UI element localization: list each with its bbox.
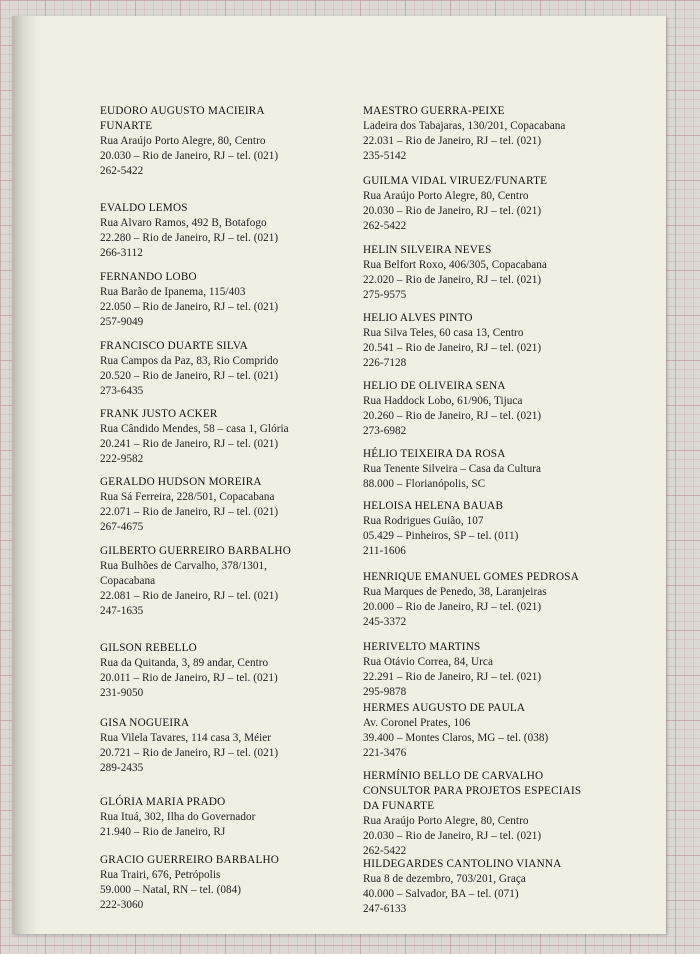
entry-address: Av. Coronel Prates, 106 — [363, 717, 471, 729]
directory-entry — [363, 769, 613, 859]
entry-city-phone: 40.000 – Salvador, BA – tel. (071) — [363, 888, 519, 900]
entry-address: Rua Bulhões de Carvalho, 378/1301, — [100, 560, 268, 572]
entry-name: FRANK JUSTO ACKER — [100, 408, 218, 420]
entry-phone: 247-6133 — [363, 903, 407, 915]
entry-city-phone: 20.011 – Rio de Janeiro, RJ – tel. (021) — [100, 672, 278, 684]
directory-entry — [100, 407, 350, 467]
directory-entry — [100, 104, 350, 179]
entry-city-phone: 22.280 – Rio de Janeiro, RJ – tel. (021) — [100, 232, 279, 244]
directory-entry — [100, 339, 350, 399]
directory-entry — [363, 640, 613, 700]
entry-phone: 289-2435 — [100, 762, 144, 774]
entry-address: Rua Rodrigues Guião, 107 — [363, 515, 484, 527]
entry-name: DA FUNARTE — [363, 800, 435, 812]
directory-entry — [363, 570, 613, 630]
directory-entry — [100, 475, 350, 535]
entry-phone: 222-3060 — [100, 899, 144, 911]
entry-address: Rua da Quitanda, 3, 89 andar, Centro — [100, 657, 269, 669]
entry-address: Rua Trairi, 676, Petrópolis — [100, 869, 221, 881]
entry-city-phone: 20.030 – Rio de Janeiro, RJ – tel. (021) — [363, 205, 542, 217]
entry-name: HILDEGARDES CANTOLINO VIANNA — [363, 858, 562, 870]
entry-city-phone: 20.260 – Rio de Janeiro, RJ – tel. (021) — [363, 410, 542, 422]
entry-address: Rua Belfort Roxo, 406/305, Copacabana — [363, 259, 547, 271]
directory-entry — [363, 311, 613, 371]
entry-name: HERMÍNIO BELLO DE CARVALHO — [363, 770, 544, 782]
directory-entry — [363, 857, 613, 917]
directory-entry — [363, 243, 613, 303]
entry-address: Ladeira dos Tabajaras, 130/201, Copacabana — [363, 120, 566, 132]
directory-entry — [100, 201, 350, 261]
directory-entry — [363, 447, 613, 492]
entry-city-phone: 88.000 – Florianópolis, SC — [363, 478, 486, 490]
entry-address: Rua Haddock Lobo, 61/906, Tijuca — [363, 395, 523, 407]
entry-name: FERNANDO LOBO — [100, 271, 197, 283]
entry-name: EVALDO LEMOS — [100, 202, 188, 214]
entry-phone: 235-5142 — [363, 150, 407, 162]
entry-phone: 226-7128 — [363, 357, 407, 369]
entry-city-phone: 21.940 – Rio de Janeiro, RJ — [100, 826, 226, 838]
entry-city-phone: 20.000 – Rio de Janeiro, RJ – tel. (021) — [363, 601, 542, 613]
entry-phone: 275-9575 — [363, 289, 407, 301]
entry-name: GILSON REBELLO — [100, 642, 197, 654]
entry-address: Rua 8 de dezembro, 703/201, Graça — [363, 873, 526, 885]
entry-city-phone: 22.031 – Rio de Janeiro, RJ – tel. (021) — [363, 135, 542, 147]
entry-address: Rua Ituá, 302, Ilha do Governador — [100, 811, 256, 823]
entry-phone: 266-3112 — [100, 247, 143, 259]
entry-name: HELIO DE OLIVEIRA SENA — [363, 380, 506, 392]
entry-address: Rua Cândido Mendes, 58 – casa 1, Glória — [100, 423, 289, 435]
entry-phone: 262-5422 — [363, 220, 407, 232]
entry-phone: 273-6982 — [363, 425, 407, 437]
entry-phone: 247-1635 — [100, 605, 144, 617]
entry-city-phone: 20.520 – Rio de Janeiro, RJ – tel. (021) — [100, 370, 279, 382]
directory-entry — [363, 379, 613, 439]
entry-city-phone: 22.291 – Rio de Janeiro, RJ – tel. (021) — [363, 671, 542, 683]
entry-city-phone: 20.241 – Rio de Janeiro, RJ – tel. (021) — [100, 438, 279, 450]
entry-name: HELOISA HELENA BAUAB — [363, 500, 504, 512]
entry-address: Rua Tenente Silveira – Casa da Cultura — [363, 463, 541, 475]
entry-name: HÉLIO TEIXEIRA DA ROSA — [363, 448, 506, 460]
entry-name: HENRIQUE EMANUEL GOMES PEDROSA — [363, 571, 579, 583]
entry-address: Rua Araújo Porto Alegre, 80, Centro — [100, 135, 266, 147]
entry-city-phone: 20.030 – Rio de Janeiro, RJ – tel. (021) — [100, 150, 279, 162]
directory-entry — [100, 544, 350, 619]
entry-name: MAESTRO GUERRA-PEIXE — [363, 105, 505, 117]
entry-name: FRANCISCO DUARTE SILVA — [100, 340, 248, 352]
entry-address: Rua Otávio Correa, 84, Urca — [363, 656, 493, 668]
entry-address: Copacabana — [100, 575, 156, 587]
entry-address: Rua Marques de Penedo, 38, Laranjeiras — [363, 586, 547, 598]
entry-phone: 211-1606 — [363, 545, 406, 557]
entry-city-phone: 20.721 – Rio de Janeiro, RJ – tel. (021) — [100, 747, 279, 759]
entry-address: Rua Araújo Porto Alegre, 80, Centro — [363, 190, 529, 202]
directory-entry — [100, 641, 350, 701]
entry-city-phone: 22.071 – Rio de Janeiro, RJ – tel. (021) — [100, 506, 279, 518]
entry-address: Rua Vilela Tavares, 114 casa 3, Méier — [100, 732, 272, 744]
directory-entry — [100, 853, 350, 913]
entry-city-phone: 22.081 – Rio de Janeiro, RJ – tel. (021) — [100, 590, 279, 602]
entry-name: GERALDO HUDSON MOREIRA — [100, 476, 262, 488]
entry-address: Rua Sá Ferreira, 228/501, Copacabana — [100, 491, 275, 503]
entry-phone: 273-6435 — [100, 385, 144, 397]
entry-phone: 245-3372 — [363, 616, 407, 628]
entry-name: HERIVELTO MARTINS — [363, 641, 481, 653]
entry-name: CONSULTOR PARA PROJETOS ESPECIAIS — [363, 785, 582, 797]
entry-name: GRACIO GUERREIRO BARBALHO — [100, 854, 280, 866]
entry-address: Rua Alvaro Ramos, 492 B, Botafogo — [100, 217, 267, 229]
entry-phone: 262-5422 — [100, 165, 144, 177]
entry-city-phone: 59.000 – Natal, RN – tel. (084) — [100, 884, 242, 896]
directory-entry — [100, 270, 350, 330]
entry-name: GILBERTO GUERREIRO BARBALHO — [100, 545, 291, 557]
directory-page — [12, 16, 666, 934]
entry-phone: 231-9050 — [100, 687, 144, 699]
entry-address: Rua Silva Teles, 60 casa 13, Centro — [363, 327, 524, 339]
entry-phone: 257-9049 — [100, 316, 144, 328]
entry-city-phone: 22.050 – Rio de Janeiro, RJ – tel. (021) — [100, 301, 279, 313]
entry-phone: 267-4675 — [100, 521, 144, 533]
entry-name: GUILMA VIDAL VIRUEZ/FUNARTE — [363, 175, 548, 187]
entry-city-phone: 22.020 – Rio de Janeiro, RJ – tel. (021) — [363, 274, 542, 286]
entry-name: GISA NOGUEIRA — [100, 717, 190, 729]
directory-entry — [100, 716, 350, 776]
entry-phone: 295-9878 — [363, 686, 407, 698]
entry-address: Rua Campos da Paz, 83, Rio Comprido — [100, 355, 279, 367]
entry-name: HERMES AUGUSTO DE PAULA — [363, 702, 526, 714]
entry-city-phone: 39.400 – Montes Claros, MG – tel. (038) — [363, 732, 549, 744]
entry-address: Rua Araújo Porto Alegre, 80, Centro — [363, 815, 529, 827]
entry-name: GLÓRIA MARIA PRADO — [100, 796, 226, 808]
entry-city-phone: 20.541 – Rio de Janeiro, RJ – tel. (021) — [363, 342, 542, 354]
entry-address: Rua Barão de Ipanema, 115/403 — [100, 286, 246, 298]
entry-name: HELIO ALVES PINTO — [363, 312, 473, 324]
directory-entry — [363, 499, 613, 559]
entry-city-phone: 05.429 – Pinheiros, SP – tel. (011) — [363, 530, 519, 542]
page-binding-shadow — [12, 16, 38, 934]
directory-entry — [363, 701, 613, 761]
entry-phone: 262-5422 — [363, 845, 407, 857]
directory-entry — [363, 104, 613, 164]
entry-city-phone: 20.030 – Rio de Janeiro, RJ – tel. (021) — [363, 830, 542, 842]
directory-entry — [100, 795, 350, 840]
directory-entry — [363, 174, 613, 234]
entry-name: FUNARTE — [100, 120, 153, 132]
entry-name: HELIN SILVEIRA NEVES — [363, 244, 492, 256]
entry-phone: 222-9582 — [100, 453, 144, 465]
entry-phone: 221-3476 — [363, 747, 407, 759]
entry-name: EUDORO AUGUSTO MACIEIRA — [100, 105, 265, 117]
